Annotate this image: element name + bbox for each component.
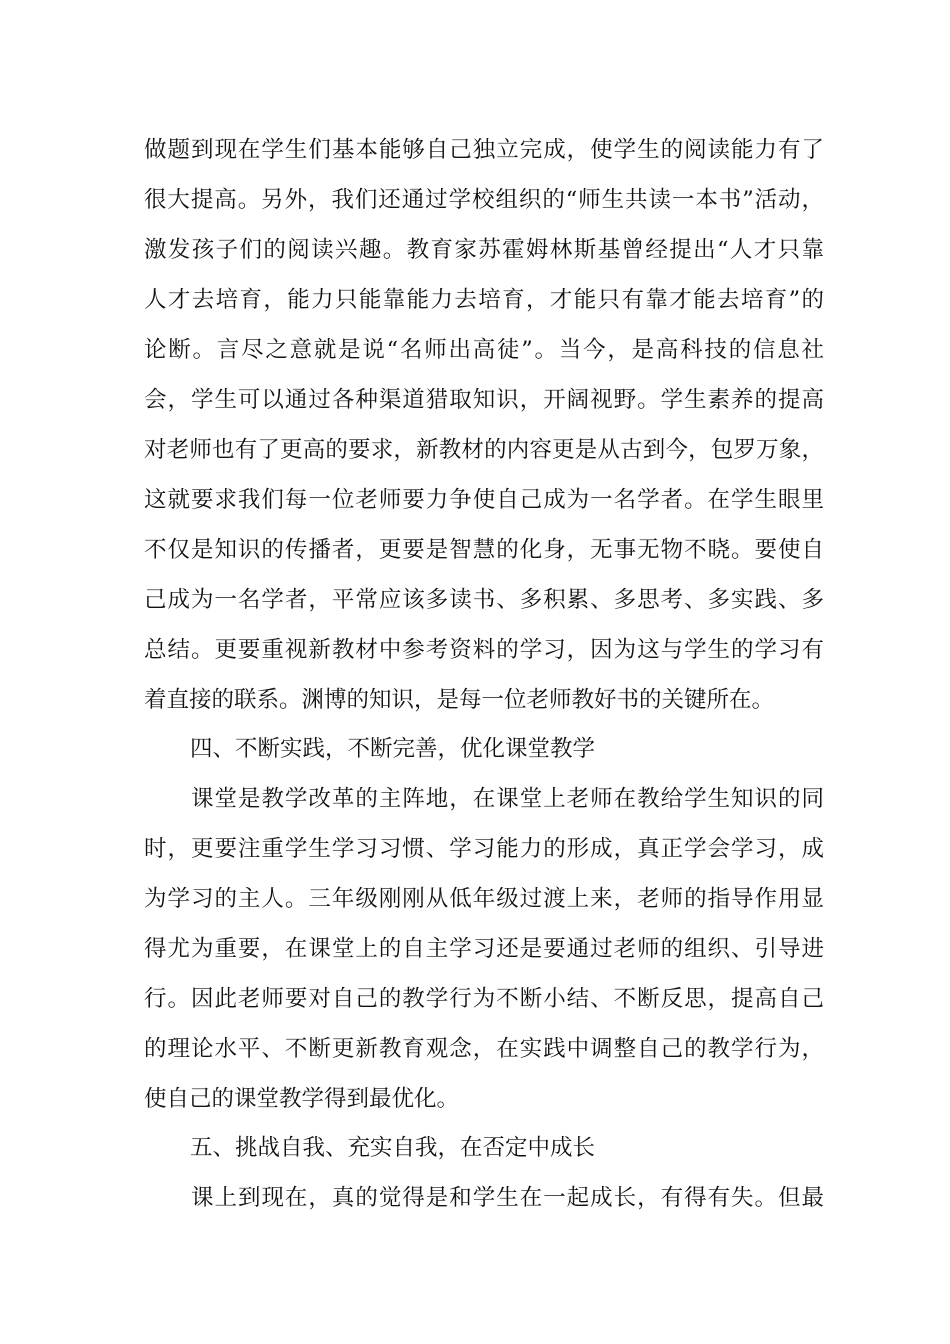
body-text-line: 论断。言尽之意就是说“名师出高徒”。当今，是高科技的信息社 <box>144 337 824 363</box>
body-text-line: 很大提高。另外，我们还通过学校组织的“师生共读一本书”活动， <box>144 187 824 213</box>
body-text-line: 做题到现在学生们基本能够自己独立完成，使学生的阅读能力有了 <box>144 137 824 163</box>
body-text-line: 课上到现在，真的觉得是和学生在一起成长，有得有失。但最 <box>191 1185 824 1211</box>
body-text-line: 的理论水平、不断更新教育观念，在实践中调整自己的教学行为， <box>144 1036 824 1062</box>
section-heading: 四、不断实践，不断完善，优化课堂教学 <box>190 736 596 762</box>
body-text-line: 得尤为重要，在课堂上的自主学习还是要通过老师的组织、引导进 <box>144 936 824 962</box>
body-text-line: 不仅是知识的传播者，更要是智慧的化身，无事无物不晓。要使自 <box>144 537 824 563</box>
body-text-line: 对老师也有了更高的要求，新教材的内容更是从古到今，包罗万象， <box>144 437 824 463</box>
body-text-line: 会，学生可以通过各种渠道猎取知识，开阔视野。学生素养的提高 <box>144 387 824 413</box>
body-text-line: 激发孩子们的阅读兴趣。教育家苏霍姆林斯基曾经提出“人才只靠 <box>144 237 824 263</box>
body-text-line: 时，更要注重学生学习习惯、学习能力的形成，真正学会学习，成 <box>144 836 824 862</box>
body-text-line: 为学习的主人。三年级刚刚从低年级过渡上来，老师的指导作用显 <box>144 886 824 912</box>
body-text-line: 己成为一名学者，平常应该多读书、多积累、多思考、多实践、多 <box>144 587 824 613</box>
body-text-line: 行。因此老师要对自己的教学行为不断小结、不断反思，提高自己 <box>144 986 824 1012</box>
body-text-line: 使自己的课堂教学得到最优化。 <box>144 1086 460 1112</box>
body-text-line: 课堂是教学改革的主阵地，在课堂上老师在教给学生知识的同 <box>191 786 824 812</box>
body-text-line: 总结。更要重视新教材中参考资料的学习，因为这与学生的学习有 <box>144 637 824 663</box>
body-text-line: 着直接的联系。渊博的知识，是每一位老师教好书的关键所在。 <box>144 687 775 713</box>
section-heading: 五、挑战自我、充实自我，在否定中成长 <box>190 1135 596 1161</box>
body-text-line: 这就要求我们每一位老师要力争使自己成为一名学者。在学生眼里 <box>144 487 824 513</box>
body-text-line: 人才去培育，能力只能靠能力去培育，才能只有靠才能去培育”的 <box>144 287 824 313</box>
